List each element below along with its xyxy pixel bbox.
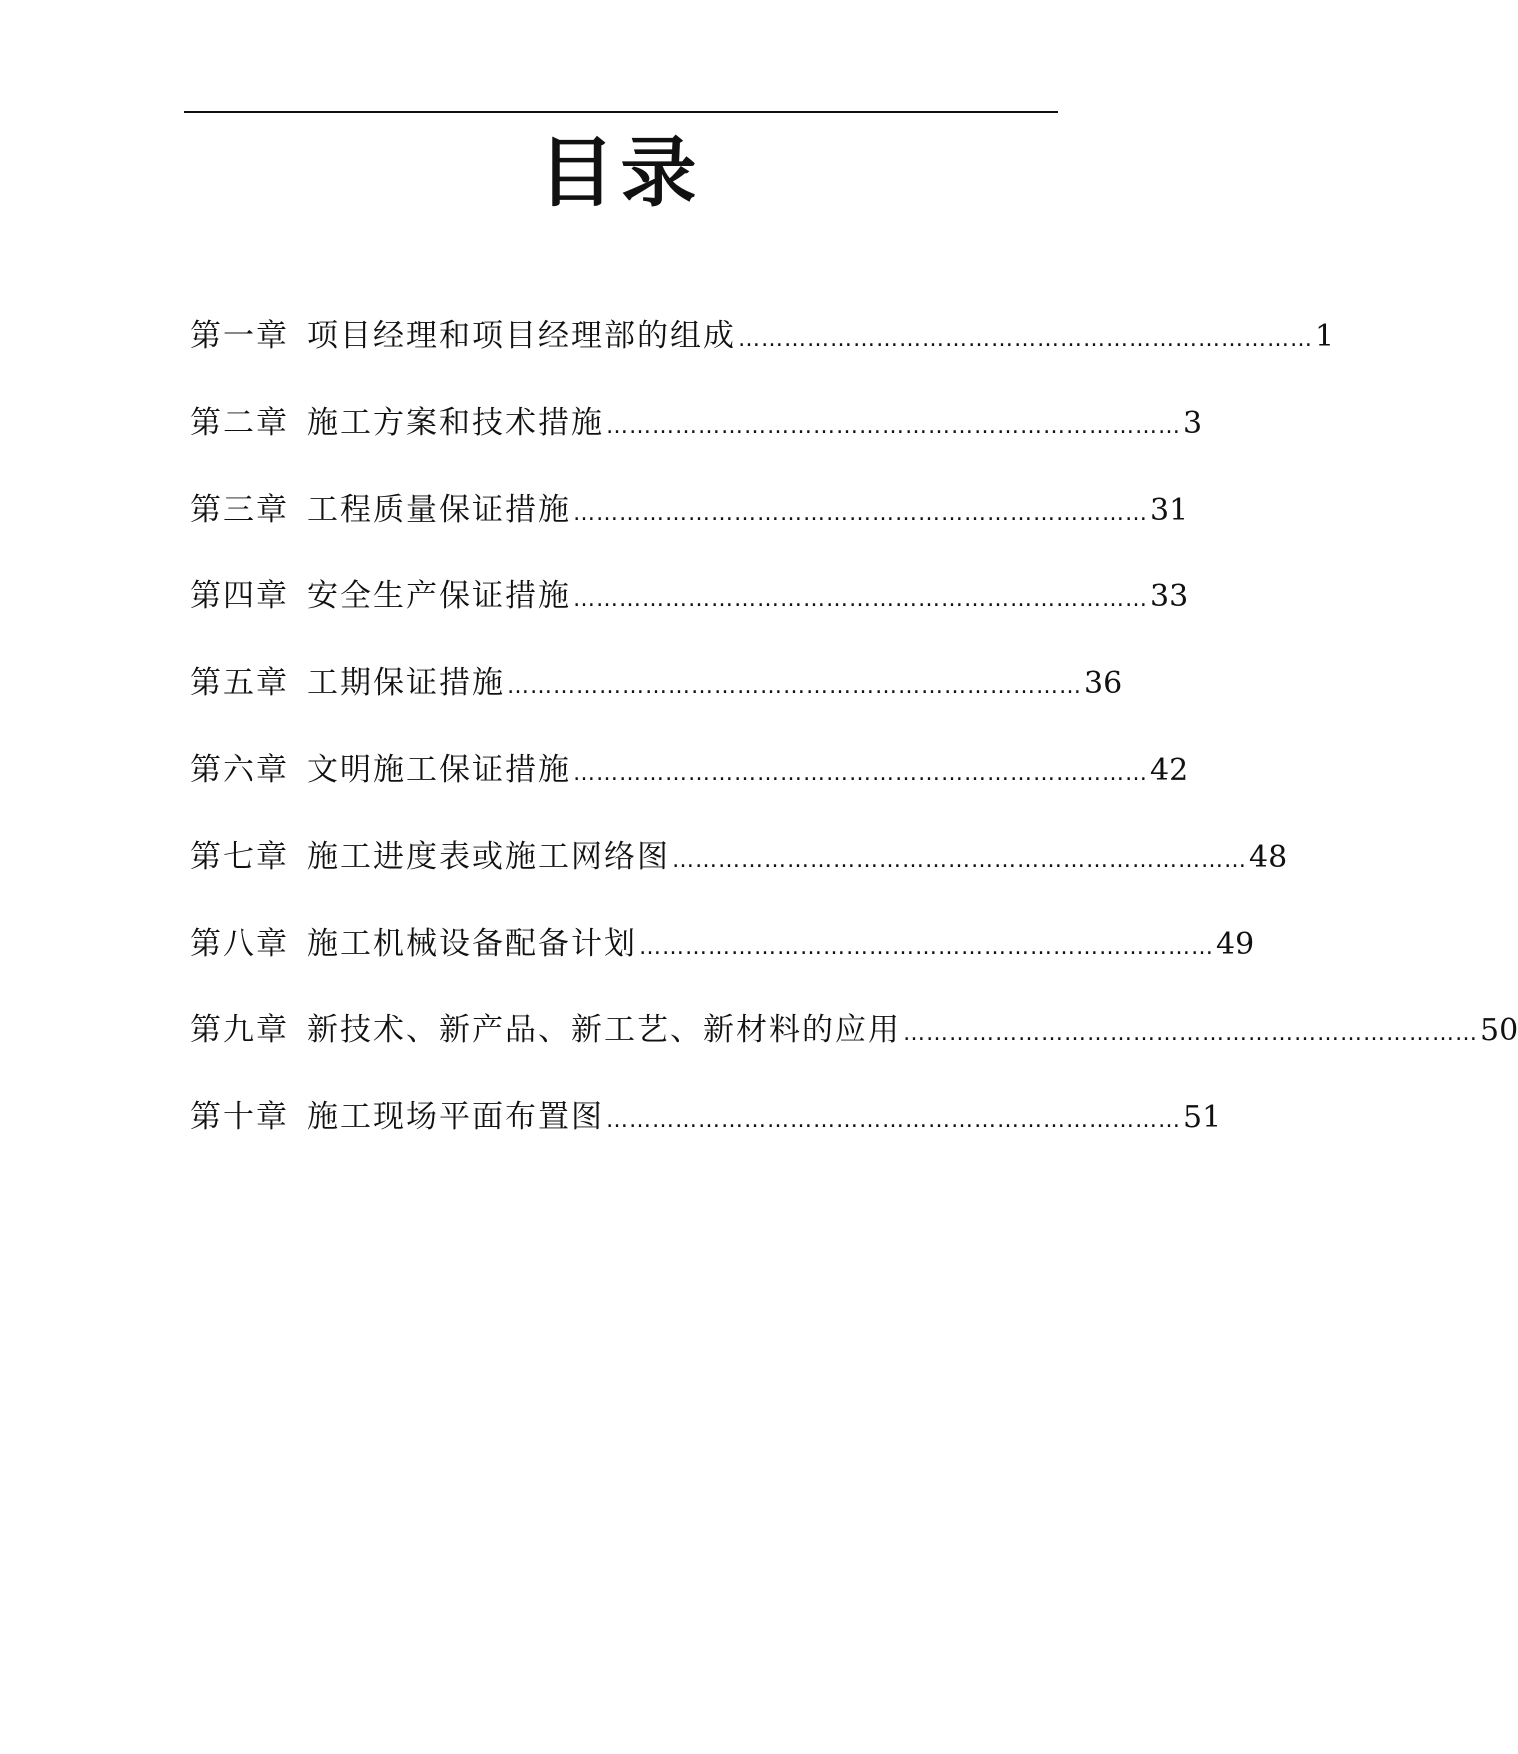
toc-entry-title: 工程质量保证措施 xyxy=(307,491,571,528)
toc-dot-leader: ………………………………………………………………… xyxy=(672,847,1247,873)
toc-entry-title: 工期保证措施 xyxy=(307,665,505,702)
toc-dot-leader: ………………………………………………………………… xyxy=(738,327,1313,352)
toc-entry[interactable] xyxy=(190,744,1189,831)
toc-entry[interactable] xyxy=(190,831,1288,918)
toc-page-number: 31 xyxy=(1150,492,1189,528)
header-rule xyxy=(184,111,1058,113)
toc-chapter-label: 第二章 xyxy=(190,404,289,441)
toc-page-number: 50 xyxy=(1480,1013,1518,1049)
toc-dot-leader: ………………………………………………………………… xyxy=(573,760,1148,786)
toc-page-number: 48 xyxy=(1249,839,1288,875)
toc-chapter-label: 第八章 xyxy=(190,925,289,962)
toc-entry[interactable] xyxy=(190,570,1189,657)
toc-chapter-label: 第十章 xyxy=(190,1099,289,1136)
toc-page-number: 33 xyxy=(1150,579,1189,615)
toc-dot-leader: ………………………………………………………………… xyxy=(573,587,1148,613)
toc-entry-title: 施工现场平面布置图 xyxy=(307,1099,604,1136)
toc-entry-title: 项目经理和项目经理部的组成 xyxy=(307,318,736,354)
toc-entry[interactable] xyxy=(190,397,1203,484)
toc-entry[interactable] xyxy=(190,1004,1518,1091)
toc-entry-title: 施工方案和技术措施 xyxy=(307,404,604,441)
toc-chapter-label: 第六章 xyxy=(190,751,289,788)
toc-chapter-label: 第九章 xyxy=(190,1012,289,1049)
toc-dot-leader: ………………………………………………………………… xyxy=(606,1108,1181,1134)
toc-page-number: 36 xyxy=(1084,666,1123,702)
toc-entry-title: 文明施工保证措施 xyxy=(307,751,571,788)
toc-chapter-label: 第七章 xyxy=(190,838,289,875)
toc-dot-leader: ………………………………………………………………… xyxy=(507,674,1082,700)
toc-entry[interactable] xyxy=(190,1091,1222,1178)
toc-chapter-label: 第一章 xyxy=(190,318,289,354)
toc-chapter-label: 第五章 xyxy=(190,665,289,702)
toc-dot-leader: ………………………………………………………………… xyxy=(606,413,1181,439)
toc-page-number: 49 xyxy=(1216,926,1255,962)
toc-chapter-label: 第三章 xyxy=(190,491,289,528)
toc-entry-title: 安全生产保证措施 xyxy=(307,578,571,615)
toc-entry-title: 施工进度表或施工网络图 xyxy=(307,838,670,875)
page-title: 目录 xyxy=(538,128,703,217)
toc-entry[interactable] xyxy=(190,918,1255,1005)
toc-dot-leader: ………………………………………………………………… xyxy=(639,934,1214,960)
toc-page-number: 51 xyxy=(1183,1100,1222,1136)
toc-entry-title: 施工机械设备配备计划 xyxy=(307,925,637,962)
toc-entry[interactable] xyxy=(190,310,1335,397)
table-of-contents xyxy=(190,310,1518,1178)
toc-dot-leader: ………………………………………………………………… xyxy=(573,500,1148,526)
toc-page-number: 42 xyxy=(1150,752,1189,788)
toc-entry[interactable] xyxy=(190,484,1189,571)
toc-page-number: 1 xyxy=(1315,319,1335,354)
toc-dot-leader: ………………………………………………………………… xyxy=(903,1021,1478,1047)
toc-chapter-label: 第四章 xyxy=(190,578,289,615)
toc-entry-title: 新技术、新产品、新工艺、新材料的应用 xyxy=(307,1012,901,1049)
toc-entry[interactable] xyxy=(190,657,1123,744)
toc-page-number: 3 xyxy=(1183,405,1203,441)
